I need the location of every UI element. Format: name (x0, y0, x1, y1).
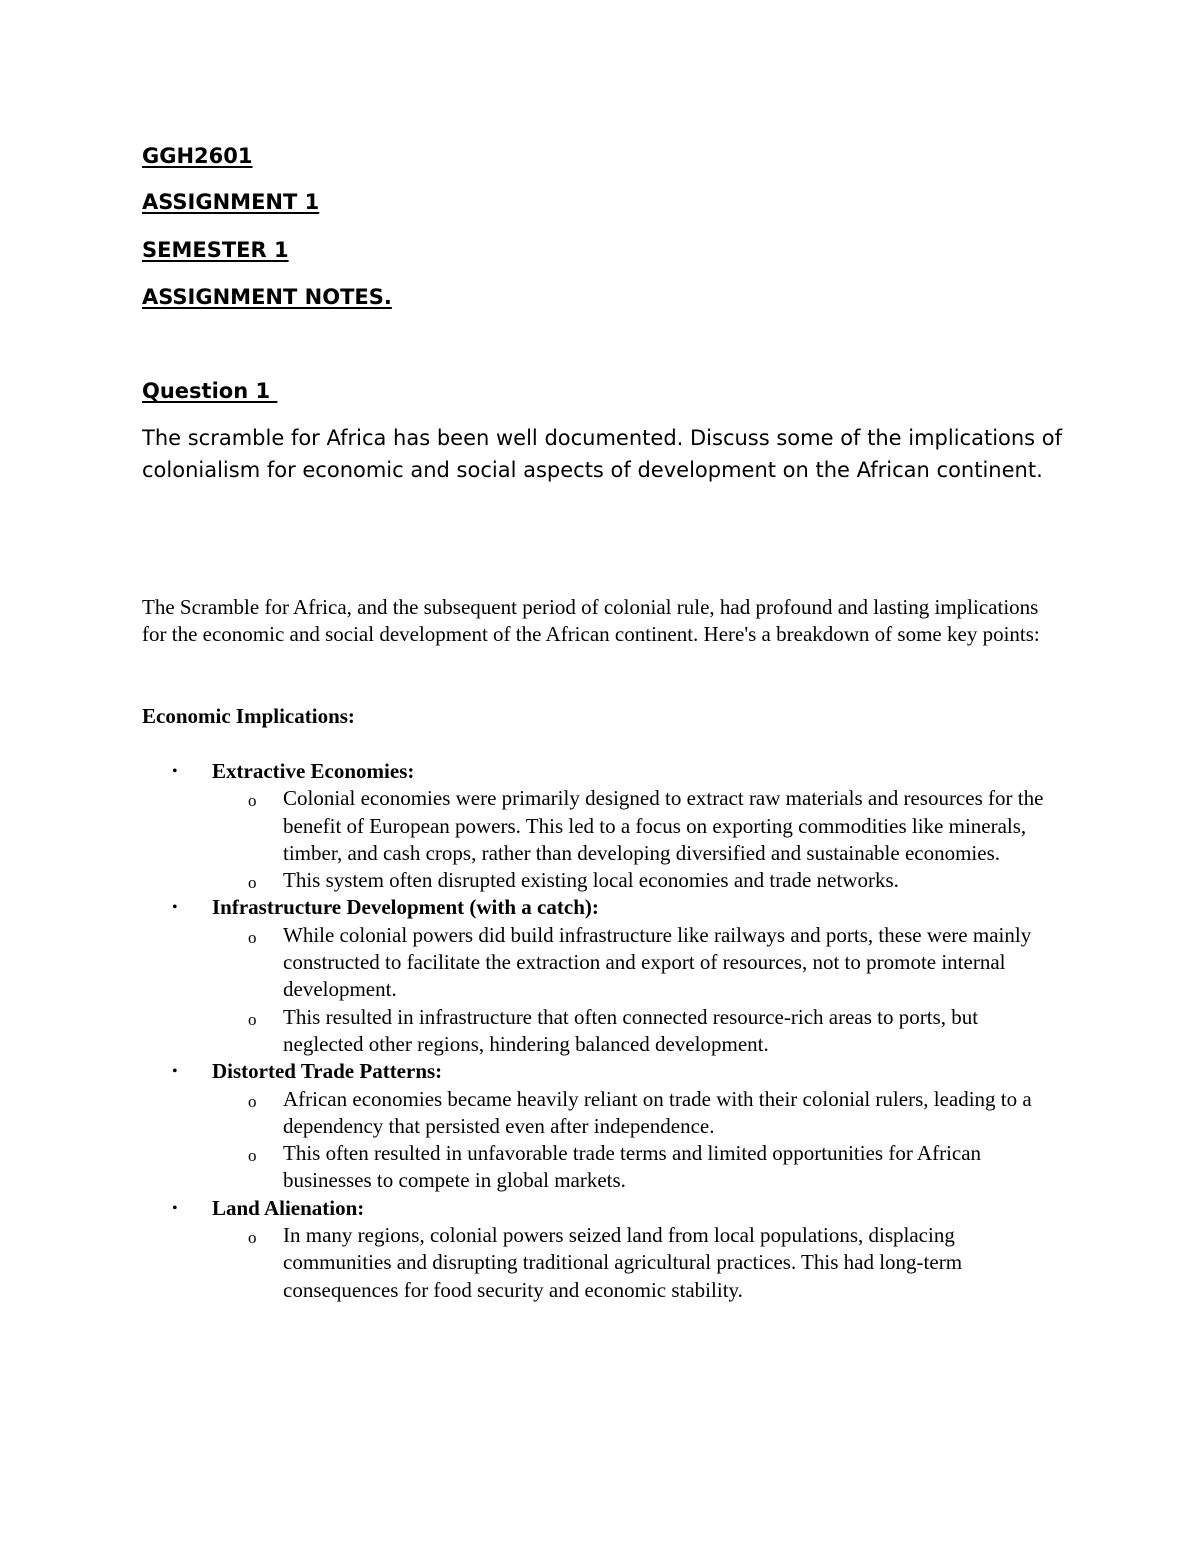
bullet-title: Distorted Trade Patterns: (212, 1059, 443, 1084)
bullet-icon: • (172, 899, 178, 917)
sub-point-text: This system often disrupted existing local economies and trade networks. (283, 868, 899, 893)
circle-bullet-icon: o (248, 1146, 257, 1166)
sub-point-text: While colonial powers did build infrastructure like railways and ports, these were mainly constructed to facilitate the extraction and export of resources, not to promote internal development. (283, 922, 1032, 1002)
sub-point (212, 1004, 1062, 1059)
bullet-icon: • (172, 1063, 178, 1081)
sub-point-list (212, 922, 1062, 1058)
assignment-title: ASSIGNMENT 1 (142, 190, 320, 214)
semester-title: SEMESTER 1 (142, 238, 289, 262)
sub-point (212, 1222, 1062, 1304)
circle-bullet-icon: o (248, 927, 257, 947)
sub-point (212, 1086, 1062, 1141)
sub-point (212, 1140, 1062, 1195)
sub-point-text: This often resulted in unfavorable trade terms and limited opportunities for African businesses to compete in global markets. (283, 1141, 982, 1193)
bullet-item (142, 1058, 1062, 1194)
sub-point-text: African economies became heavily reliant on trade with their colonial rulers, leading to a dependency that persisted even after independence. (283, 1086, 1032, 1138)
circle-bullet-icon: o (248, 791, 257, 811)
sub-point (212, 785, 1062, 867)
bullet-icon: • (172, 1199, 178, 1217)
intro-paragraph: The Scramble for Africa, and the subsequent period of colonial rule, had profound and lasting implications for the economic and social development of the African continent. Here's a breakdown of some key points: (142, 595, 1040, 647)
sub-point (212, 922, 1062, 1004)
circle-bullet-icon: o (248, 1009, 257, 1029)
sub-point-text: This resulted in infrastructure that often connected resource-rich areas to ports, but neglected other regions, hindering balanced development. (283, 1004, 979, 1056)
circle-bullet-icon: o (248, 1228, 257, 1248)
question-prompt: The scramble for Africa has been well documented. Discuss some of the implications of colonialism for economic and social aspects of development on the African continent. (142, 426, 1063, 482)
sub-point-list (212, 785, 1062, 894)
bullet-title: Extractive Economies: (212, 759, 415, 783)
circle-bullet-icon: o (248, 1091, 257, 1111)
course-code: GGH2601 (142, 144, 253, 168)
bullet-title: Land Alienation: (212, 1195, 365, 1220)
notes-title: ASSIGNMENT NOTES. (142, 285, 392, 309)
bullet-icon: • (172, 763, 178, 780)
sub-point-text: In many regions, colonial powers seized land from local populations, displacing communities and disrupting traditional agricultural practices. This had long-term consequences for food security and economic stability. (283, 1223, 963, 1302)
question-label: Question 1 (142, 379, 278, 403)
sub-point-list (212, 1222, 1062, 1304)
bullet-title: Infrastructure Development (with a catch): (212, 895, 599, 920)
sub-point (212, 867, 1062, 894)
sub-point-text: Colonial economies were primarily designed to extract raw materials and resources for the benefit of European powers. This led to a focus on exporting commodities like minerals, timber, and cash crops, rather than developing diversified and sustainable economies. (283, 786, 1044, 865)
economic-heading: Economic Implications: (142, 704, 355, 728)
bullet-item (142, 1195, 1062, 1304)
bullet-item (142, 894, 1062, 1058)
circle-bullet-icon: o (248, 873, 257, 893)
economic-implications-list (142, 758, 1062, 1304)
sub-point-list (212, 1086, 1062, 1195)
bullet-item (142, 758, 1062, 894)
